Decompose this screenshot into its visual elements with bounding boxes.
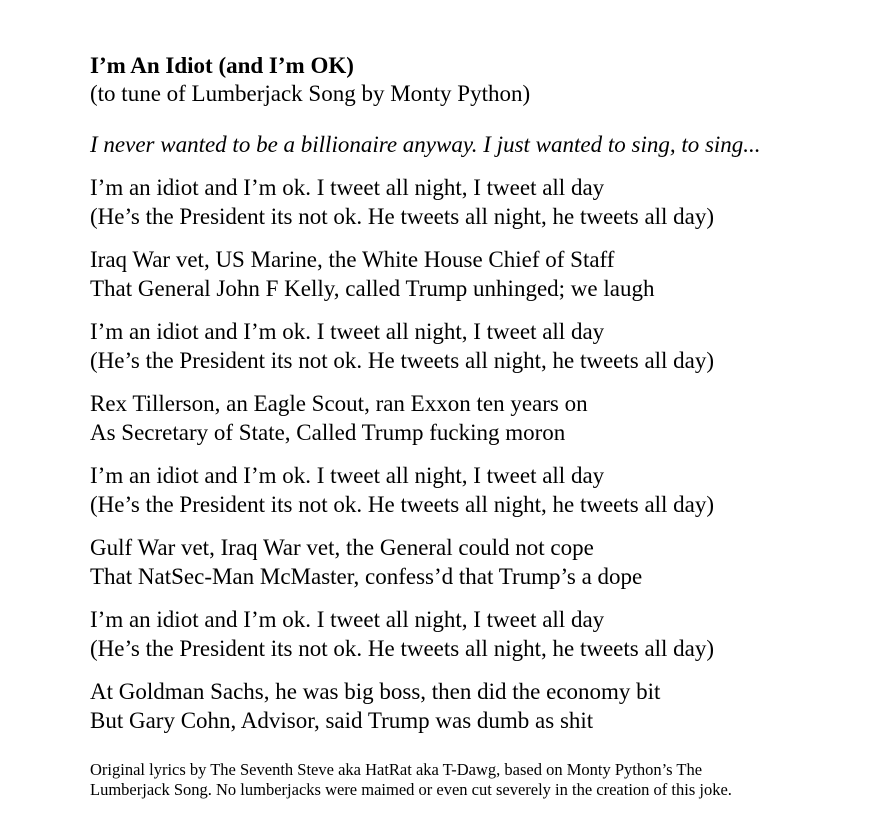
credits-footer: [90, 760, 870, 800]
stanza-line: That General John F Kelly, called Trump unhinged; we laugh: [90, 275, 655, 301]
footer-line: Original lyrics by The Seventh Steve aka HatRat aka T-Dawg, based on Monty Python’s The: [90, 760, 703, 779]
stanza-line: (He’s the President its not ok. He tweets all night, he tweets all day): [90, 203, 715, 229]
stanza-line: I’m an idiot and I’m ok. I tweet all night, I tweet all day: [90, 463, 605, 488]
lyrics-page: [90, 52, 870, 800]
stanza-verse-kelly: [90, 246, 870, 303]
stanza-line: (He’s the President its not ok. He tweets all night, he tweets all day): [90, 635, 715, 661]
stanza-chorus-2: [90, 318, 870, 375]
stanza-line: I’m an idiot and I’m ok. I tweet all night, I tweet all day: [90, 175, 605, 200]
stanza-chorus-4: [90, 606, 870, 663]
stanza-line: I’m an idiot and I’m ok. I tweet all night, I tweet all day: [90, 607, 605, 632]
stanza-line: (He’s the President its not ok. He tweets all night, he tweets all day): [90, 347, 715, 373]
song-subtitle: (to tune of Lumberjack Song by Monty Python): [90, 81, 531, 106]
stanza-chorus-1: [90, 174, 870, 231]
stanza-verse-cohn: [90, 678, 870, 735]
stanza-verse-tillerson: [90, 390, 870, 447]
stanza-line: As Secretary of State, Called Trump fucking moron: [90, 419, 566, 445]
stanza-chorus-3: [90, 462, 870, 519]
stanza-line: (He’s the President its not ok. He tweets all night, he tweets all day): [90, 491, 715, 517]
stanza-line: Gulf War vet, Iraq War vet, the General could not cope: [90, 535, 594, 560]
stanza-line: Rex Tillerson, an Eagle Scout, ran Exxon ten years on: [90, 391, 588, 416]
stanza-line: That NatSec-Man McMaster, confess’d that Trump’s a dope: [90, 563, 643, 589]
stanza-line: Iraq War vet, US Marine, the White House Chief of Staff: [90, 247, 615, 272]
stanza-line: At Goldman Sachs, he was big boss, then did the economy bit: [90, 679, 661, 704]
footer-line: Lumberjack Song. No lumberjacks were maimed or even cut severely in the creation of this joke.: [90, 780, 732, 799]
stanza-line: I’m an idiot and I’m ok. I tweet all night, I tweet all day: [90, 319, 605, 344]
intro-line: I never wanted to be a billionaire anyway. I just wanted to sing, to sing...: [90, 132, 761, 157]
stanza-verse-mcmaster: [90, 534, 870, 591]
song-title: I’m An Idiot (and I’m OK): [90, 53, 354, 78]
stanza-line: But Gary Cohn, Advisor, said Trump was dumb as shit: [90, 707, 594, 733]
